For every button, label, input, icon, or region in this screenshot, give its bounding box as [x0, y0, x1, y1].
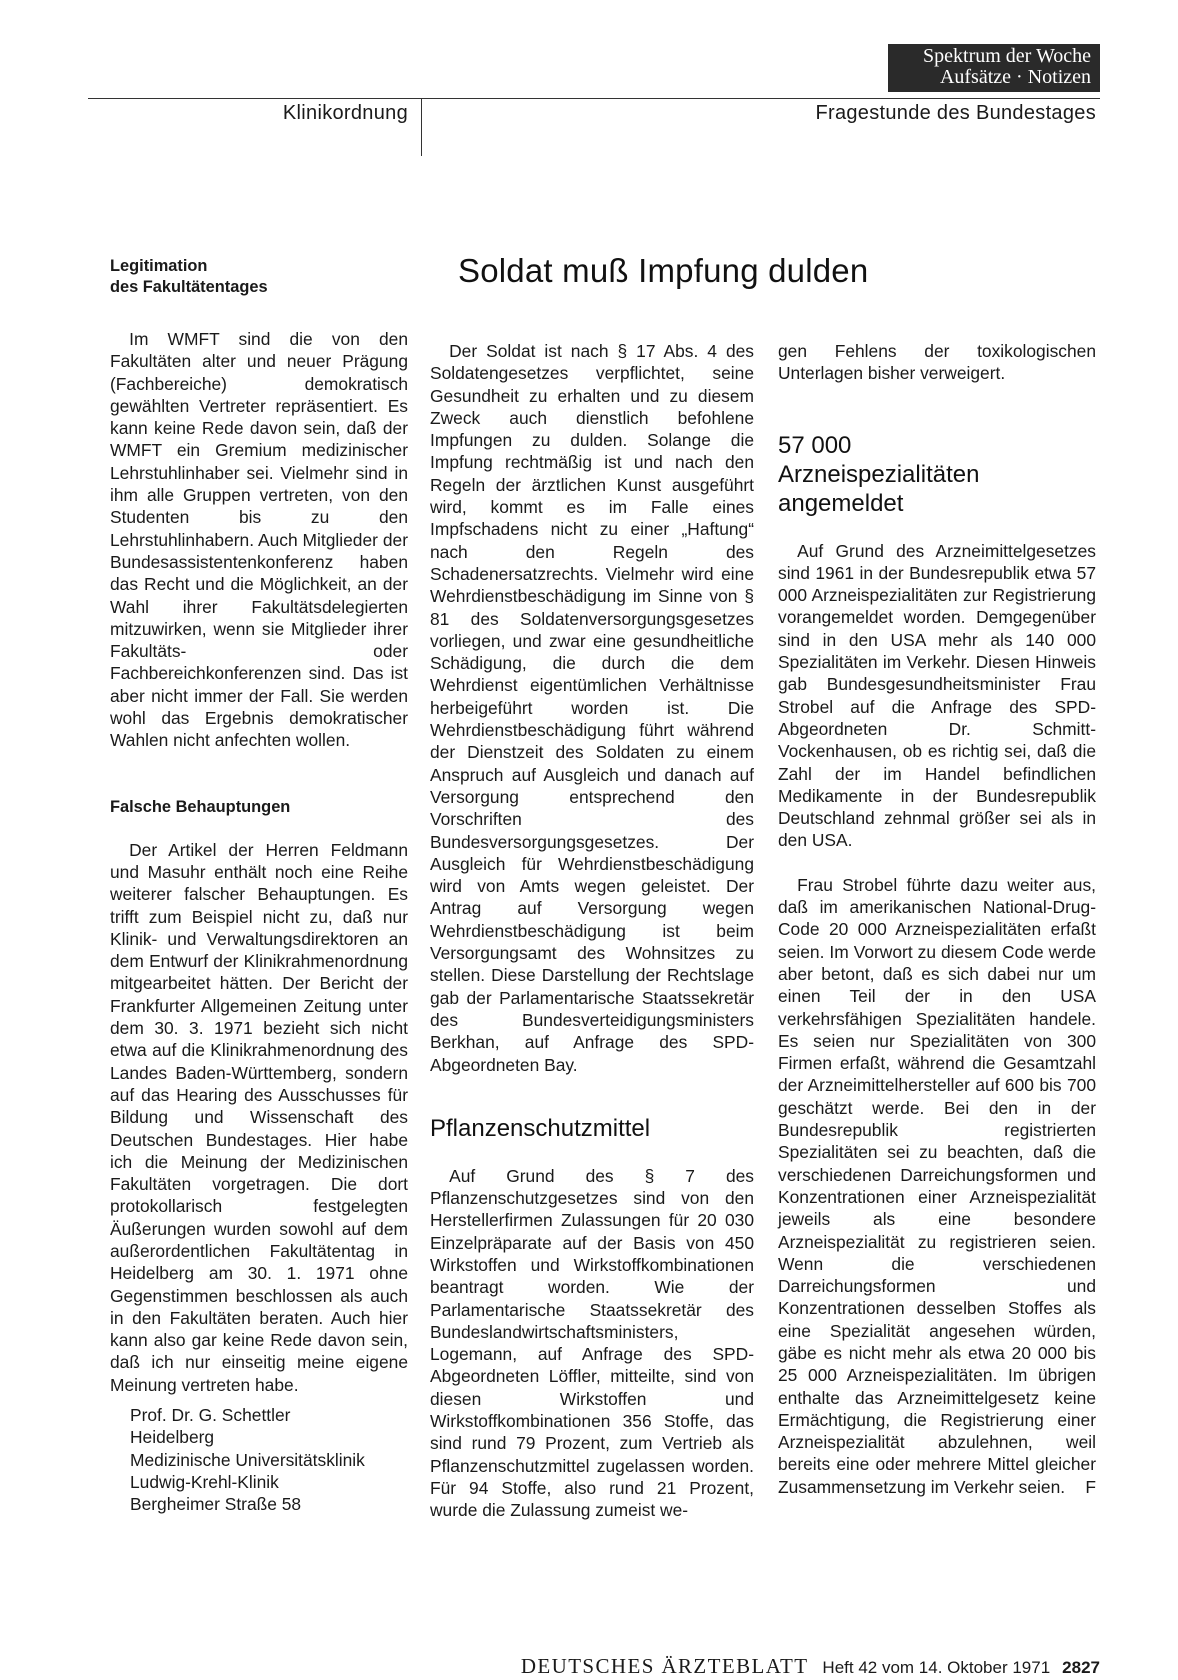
left-paragraph-1: Im WMFT sind die von den Fakultäten alter und neuer Prägung (Fachbereiche) demokratisch gewählten Vertreter repräsentiert. Es kann keine Rede davon sein, daß der WMFT ein Gremium medizinischer Lehrstuhlinhaber sei. Vielmehr sind in ihm alle Gruppen vertreten, von den Studenten bis zu den Lehrstuhlinhabern. Auch Mitglieder der Bundesassistentenkonferenz haben das Recht und die Möglichkeit, an der Wahl ihrer Fakultätsdelegierten mitzuwirken, wenn sie Mitglieder ihrer Fakultäts- oder Fachbereichkonferenzen sind. Das ist aber nicht immer der Fall. Sie werden wohl das Ergebnis demokratischer Wahlen nicht anfechten wollen.	[110, 329, 408, 751]
article-title-soldat: Soldat muß Impfung dulden	[458, 252, 869, 289]
header-divider	[421, 98, 422, 156]
signature-line: Heidelberg	[130, 1427, 215, 1448]
left-column	[110, 256, 408, 1516]
article-title-arzneispezialitaeten: 57 000 Arzneispezialitäten angemeldet	[778, 431, 980, 517]
issue-info: Heft 42 vom 14. Oktober 1971	[822, 1658, 1051, 1677]
article-body-pflanzenschutz-continued: gen Fehlens der toxikologischen Unterlagen bisher verweigert.	[778, 341, 1096, 384]
signature-line: Ludwig-Krehl-Klinik	[130, 1471, 279, 1492]
signature-block	[110, 1404, 408, 1515]
badge-line-2: Aufsätze · Notizen	[939, 66, 1091, 88]
signature-line: Prof. Dr. G. Schettler	[130, 1405, 291, 1426]
header-rule	[88, 98, 1100, 99]
article-body-arznei-1: Auf Grund des Arzneimittelgesetzes sind 1961 in der Bundesrepublik etwa 57 000 Arzneispezialitäten zur Registrierung vorangemeldet worden. Demgegenüber sind in den USA mehr als 140 000 Spezialitäten im Verkehr. Diesen Hinweis gab Bundesgesundheitsminister Frau Strobel auf die Anfrage des SPD-Abgeordneten Dr. Schmitt-Vockenhausen, ob es richtig sei, daß die Zahl der im Handel befindlichen Medikamente in der Bundesrepublik Deutschland zehnmal größer sei als in den USA.	[778, 540, 1096, 851]
page-footer	[434, 1654, 1100, 1679]
section-label-right: Fragestunde des Bundestages	[815, 102, 1096, 124]
section-label-left: Klinikordnung	[282, 102, 408, 124]
heading-legitimation: Legitimation des Fakultätentages	[110, 257, 268, 296]
right-column	[778, 340, 1096, 1498]
article-body-soldat: Der Soldat ist nach § 17 Abs. 4 des Soldatengesetzes verpflichtet, seine Gesundheit zu erhalten und zu diesem Zweck auch dienstlich befohlene Impfungen zu dulden. Solange die Impfung rechtmäßig ist und nach den Regeln der ärztlichen Kunst ausgeführt wird, kommt es im Falle eines Impfschadens nicht zu einer „Haftung“ nach den Regeln des Schadenersatzrechts. Vielmehr wird eine Wehrdienstbeschädigung im Sinne von § 81 des Soldatenversorgungsgesetzes vorliegen, und zwar eine gesundheitliche Schädigung, die durch die dem Wehrdienst eigentümlichen Verhältnisse herbeigeführt worden ist. Die Wehrdienstbeschädigung führt während der Dienstzeit des Soldaten zu einem Anspruch auf Ausgleich und danach auf Versorgung entsprechend den Vorschriften des Bundesversorgungsgesetzes. Der Ausgleich für Wehrdienstbeschädigung wird von Amts wegen geleistet. Der Antrag auf Versorgung wegen Wehrdienstbeschädigung ist beim Versorgungsamt des Wohnsitzes zu stellen. Diese Darstellung der Rechtslage gab der Parlamentarische Staatssekretär des Bundesverteidigungsministers Berkhan, auf Anfrage des SPD-Abgeordneten Bay.	[430, 341, 754, 1075]
left-paragraph-2: Der Artikel der Herren Feldmann und Masuhr enthält noch eine Reihe weiterer falscher Behauptungen. Es trifft zum Beispiel nicht zu, daß nur Klinik- und Verwaltungsdirektoren an dem Entwurf der Klinikrahmenordnung mitgearbeitet hätten. Der Bericht der Frankfurter Allgemeinen Zeitung unter dem 30. 3. 1971 bezieht sich nicht etwa auf die Klinikrahmenordnung des Landes Baden-Württemberg, sondern auf das Hearing des Ausschusses für Bildung und Wissenschaft des Deutschen Bundestages. Hier habe ich die Meinung der Medizinischen Fakultäten vorgetragen. Die dort protokollarisch festgelegten Äußerungen wurden sowohl auf dem außerordentlichen Fakultätentag in Heidelberg am 30. 1. 1971 ohne Gegenstimmen beschlossen als auch in den Fakultäten beraten. Auch hier kann also gar keine Rede davon sein, daß ich nur einseitig meine eigene Meinung vertreten habe.	[110, 839, 408, 1395]
journal-name: DEUTSCHES ÄRZTEBLATT	[520, 1654, 809, 1678]
article-body-pflanzenschutz: Auf Grund des § 7 des Pflanzenschutzgesetzes sind von den Herstellerfirmen Zulassungen für 20 030 Einzelpräparate auf der Basis von 450 Wirkstoffen und Wirkstoffkombinationen beantragt worden. Wie der Parlamentarische Staatssekretär des Bundeslandwirtschaftsministers, Logemann, auf Anfrage des SPD-Abgeordneten Löffler, mitteilte, sind von diesen Wirkstoffen und Wirkstoffkombinationen 356 Stoffe, das sind rund 79 Prozent, zum Vertrieb als Pflanzenschutzmittel zugelassen worden. Für 94 Stoffe, also rund 21 Prozent, wurde die Zulassung zumeist we-	[430, 1165, 754, 1521]
author-mark: F	[1085, 1476, 1096, 1497]
article-title-pflanzenschutz: Pflanzenschutzmittel	[430, 1114, 651, 1142]
article-body-arznei-2: Frau Strobel führte dazu weiter aus, daß im amerikanischen National-Drug-Code 20 000 Arzneispezialitäten erfaßt seien. Im Vorwort zu diesem Code werde aber betont, daß es sich dabei nur um einen Teil der in den USA verkehrsfähigen Spezialitäten handele. Es seien nur Spezialitäten von 300 Firmen erfaßt, während die Gesamtzahl der Arzneimittelhersteller auf 600 bis 700 geschätzt werde. Bei den in der Bundesrepublik registrierten Spezialitäten sei zu beachten, daß die verschiedenen Darreichungsformen und Konzentrationen einer Arzneispezialität jeweils als eine besondere Arzneispezialität zu registrieren seien. Wenn die verschiedenen Darreichungsformen und Konzentrationen desselben Stoffes als eine Spezialität angesehen würden, gäbe es nicht mehr als etwa 20 000 bis 25 000 Arzneispezialitäten. Im übrigen enthalte das Arzneimittelgesetz keine Ermächtigung, die Registrierung einer Arzneispezialität abzulehnen, weil bereits eine oder mehrere Mittel gleicher Zusammensetzung im Verkehr seien. F	[778, 874, 1096, 1497]
middle-column	[430, 340, 754, 1522]
section-badge	[888, 44, 1100, 92]
page-number: 2827	[1062, 1658, 1100, 1677]
badge-line-1: Spektrum der Woche	[923, 45, 1091, 67]
signature-line: Bergheimer Straße 58	[130, 1494, 302, 1515]
heading-falsche-behauptungen: Falsche Behauptungen	[110, 797, 291, 816]
signature-line: Medizinische Universitätsklinik	[130, 1449, 365, 1470]
